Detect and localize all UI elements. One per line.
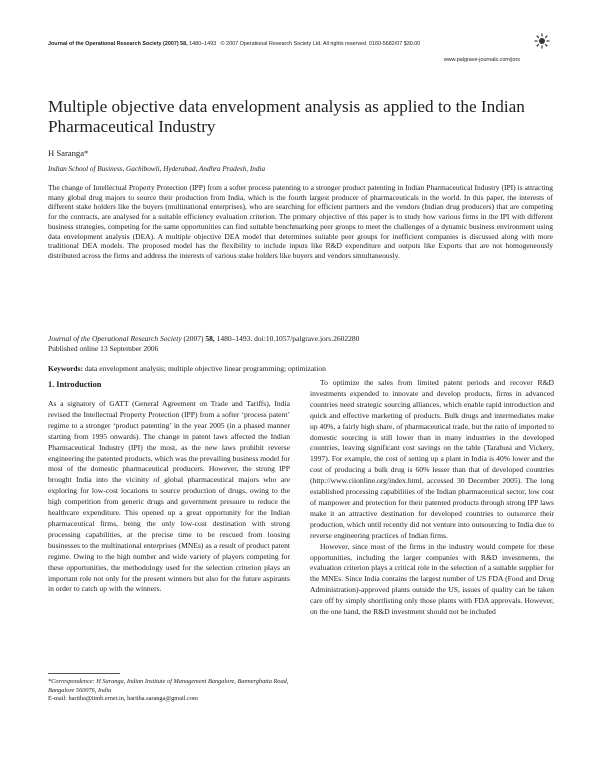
left-column-paragraph: As a signatory of GATT (General Agreement on Trade and Tariffs), India revised the Intellectual Property Protection (IPP) from a softer ‘process patent’ regime to a stronger ‘product patenting’ in the year 2005 (in a phased manner starting from 1995 onwards). The change in patent laws affected the Indian Pharmaceutical Industry (IPI) the most, as the new laws prohibit reverse engineering the patented products, which was the prevailing business model for most of the domestic pharmaceutical producers. However, the strong IPP brought India into the vicinity of global pharmaceutical majors who are exploring for low-cost locations to source production of drugs, owing to the high competition from generic drugs and government pressure to reduce the healthcare expenditure. This opened up a great opportunity for the Indian pharmaceutical firms, being the only low-cost destination with strong processing capabilities, at the precise time to be rescued from loosing businesses to the multinational enterprises (MNEs) as a result of product patent regime. Owing to the high number and wide variety of players competing for these opportunities, the methodology used for the selection criterion plays an important role not only for the present winners but also for the future aspirants in order to catch up with the winners. (48, 399, 290, 594)
publisher-logo-icon (534, 33, 550, 49)
footnote-email[interactable]: E-mail: haritha@iimb.ernet.in, haritha.saranga@gmail.com (48, 695, 198, 703)
footnote-text: H Saranga, Indian Institute of Management Bangalore, Bannerghatta Road, Bangalore 560076, India (48, 678, 289, 694)
footnote (48, 678, 290, 704)
abstract: The change of Intellectual Property Protection (IPP) from a softer process patenting to a stronger product patenting in Indian Pharmaceutical Industry (IPI) is attracting many global drug majors to source their production from India, which is the fourth largest producer of pharmaceuticals in the world. In this paper, the interests of different stake holders like the buyers (multinational enterprises), who are searching for efficient partners and the vendors (Indian drug producers) that are competing for the contracts, are analysed for a suitable efficiency evaluation criterion. The primary objective of this paper is to study how various firms in the IPI with different business strategies, competing for the same opportunities can find suitable benchmarking peer groups to meet the challenges of a dynamic business environment using data envelopment analysis (DEA). A multiple objective DEA model that determines suitable peer groups for inefficient companies is discussed along with more traditional DEA models. The proposed model has the flexibility to include inputs like R&D expenditure and outputs like Exports that are not homogeneously distributed across the firms and address the interests of various stake holders like buyers and vendors simultaneously. (48, 183, 553, 260)
header-copyright: © 2007 Operational Research Society Ltd. All rights reserved. 0160-5682/07 $30.00 (220, 41, 421, 47)
citation-journal: Journal of the Operational Research Society (48, 334, 182, 343)
right-paragraph-2: However, since most of the firms in the industry would compete for these opportunities, including the larger companies with R&D investments, the evaluation criterion plays a critical role in the selection of a suitable supplier for the MNEs. Since India contains the largest number of US FDA (Food and Drug Administration)-approved plants outside the US, issues of quality can be taken care off by simply shortlisting only those plants with FDA approvals. However, on the one hand, the R&D investment should not be included (310, 541, 554, 617)
keywords-list: data envelopment analysis; multiple objective linear programming; optimization (84, 364, 326, 373)
article-title: Multiple objective data envelopment analysis as applied to the Indian Pharmaceutical Industry (48, 97, 525, 136)
header-year: (2007) (163, 41, 179, 47)
running-header (48, 41, 420, 47)
footnote-divider (48, 673, 120, 674)
author-name: H Saranga* (48, 148, 89, 158)
right-column (310, 378, 554, 618)
header-journal: Journal of the Operational Research Society (48, 41, 162, 47)
citation-year: (2007) (183, 334, 204, 343)
citation-block (48, 334, 553, 353)
published-online: Published online 13 September 2006 (48, 343, 159, 353)
citation-doi[interactable]: 1480–1493. doi:10.1057/palgrave.jors.2602280 (216, 334, 360, 343)
keywords (48, 364, 553, 373)
header-volume: 58, (180, 41, 188, 47)
citation-volume: 58, (205, 334, 215, 343)
footnote-label: *Correspondence: (48, 678, 95, 685)
right-paragraph-1: To optimize the sales from limited patent periods and recover R&D investments expended to innovate and develop products, firms in advanced countries need strategic sourcing alliances, which enable rapid introduction and quick and effective marketing of products. Bulk drugs and intermediates make up 40%, a fairly high share, of pharmaceutical trade, but the ratio of imported to domestic sourcing is still lower than in many industries in the developed countries, leaving significant cost savings on the table (Tarabusi and Vickery, 1997). For example, the cost of setting up a plant in India is 40% lower and the cost of producing a bulk drug is 60% lesser than that of developed countries (http://www.ciionline.org/index.html, accessed 30 December 2005). The long established processing capabilities of the Indian pharmaceutical sector, low cost of manpower and protection for their patented products through strong IPP laws make it an attractive destination for developed countries to outsource their production, which until recently did not venture into outsourcing to India due to reverse engineering practices of Indian firms. (310, 378, 554, 540)
author-affiliation: Indian School of Business, Gachibowli, Hyderabad, Andhra Pradesh, India (48, 165, 266, 173)
section-heading: 1. Introduction (48, 380, 102, 389)
journal-url[interactable]: www.palgrave-journals.com/jors (443, 57, 520, 63)
header-pages: 1480–1493 (189, 41, 217, 47)
keywords-label: Keywords: (48, 364, 83, 373)
